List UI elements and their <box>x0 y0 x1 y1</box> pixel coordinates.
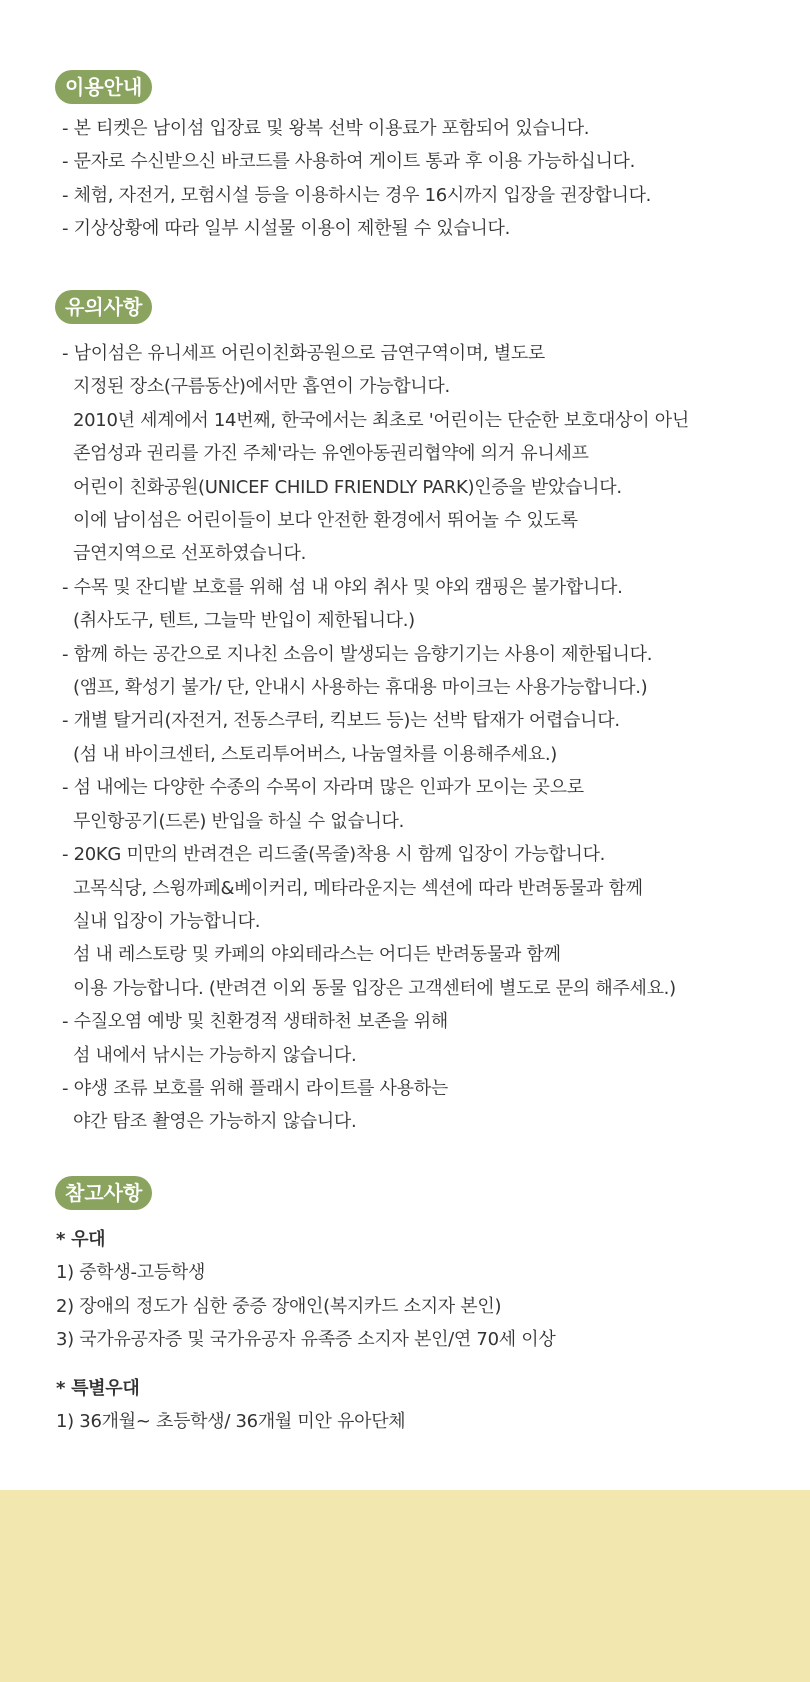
list-item: - 20KG 미만의 반려견은 리드줄(목줄)착용 시 함께 입장이 가능합니다. <box>62 844 606 866</box>
footer-band <box>0 1490 810 1682</box>
list-item: 야간 탐조 촬영은 가능하지 않습니다. <box>73 1111 357 1133</box>
list-item: 무인항공기(드론) 반입을 하실 수 없습니다. <box>73 810 405 832</box>
list-item: 고목식당, 스윙까페&베이커리, 메타라운지는 섹션에 따라 반려동물과 함께 <box>73 877 643 899</box>
list-item: - 수질오염 예방 및 친환경적 생태하천 보존을 위해 <box>62 1011 448 1033</box>
precautions-list <box>62 337 790 1139</box>
list-item: (섬 내 바이크센터, 스토리투어버스, 나눔열차를 이용해주세요.) <box>73 743 558 765</box>
section-title-notes: 참고사항 <box>55 1176 152 1210</box>
notes-list <box>56 1223 790 1438</box>
list-item: 1) 중학생-고등학생 <box>56 1262 206 1284</box>
list-item: 존엄성과 권리를 가진 주체'라는 유엔아동권리협약에 의거 유니세프 <box>73 443 589 465</box>
list-item: - 수목 및 잔디밭 보호를 위해 섬 내 야외 취사 및 야외 캠핑은 불가합니다. <box>62 576 623 598</box>
list-item: 2010년 세계에서 14번째, 한국에서는 최초로 '어린이는 단순한 보호대상이 아닌 <box>73 409 689 431</box>
list-item: 금연지역으로 선포하였습니다. <box>73 543 306 565</box>
list-item: - 함께 하는 공간으로 지나친 소음이 발생되는 음향기기는 사용이 제한됩니다. <box>62 643 653 665</box>
list-item: 이에 남이섬은 어린이들이 보다 안전한 환경에서 뛰어놀 수 있도록 <box>73 510 578 532</box>
list-item: - 기상상황에 따라 일부 시설물 이용이 제한될 수 있습니다. <box>62 218 511 240</box>
list-item: - 야생 조류 보호를 위해 플래시 라이트를 사용하는 <box>62 1077 448 1099</box>
list-item: 섬 내에서 낚시는 가능하지 않습니다. <box>73 1044 357 1066</box>
list-item: - 체험, 자전거, 모험시설 등을 이용하시는 경우 16시까지 입장을 권장합니다. <box>62 184 652 206</box>
section-title-usage-guide: 이용안내 <box>55 70 152 104</box>
group-heading: * 우대 <box>56 1229 106 1250</box>
usage-guide-list <box>62 112 790 246</box>
list-item: 2) 장애의 정도가 심한 중증 장애인(복지카드 소지자 본인) <box>56 1295 502 1317</box>
list-item: 실내 입장이 가능합니다. <box>73 910 261 932</box>
list-item: 어린이 친화공원(UNICEF CHILD FRIENDLY PARK)인증을 받았습니다. <box>73 476 622 498</box>
section-title-precautions: 유의사항 <box>55 290 152 324</box>
list-item: 3) 국가유공자증 및 국가유공자 유족증 소지자 본인/연 70세 이상 <box>56 1329 556 1351</box>
list-item: 지정된 장소(구름동산)에서만 흡연이 가능합니다. <box>73 376 450 398</box>
list-item: 섬 내 레스토랑 및 카페의 야외테라스는 어디든 반려동물과 함께 <box>73 944 561 966</box>
list-item: - 문자로 수신받으신 바코드를 사용하여 게이트 통과 후 이용 가능하십니다. <box>62 151 636 173</box>
list-item: (취사도구, 텐트, 그늘막 반입이 제한됩니다.) <box>73 610 415 632</box>
list-item: - 남이섬은 유니세프 어린이친화공원으로 금연구역이며, 별도로 <box>62 343 546 364</box>
list-item: 1) 36개월~ 초등학생/ 36개월 미안 유아단체 <box>56 1411 406 1433</box>
spacer <box>56 1357 790 1372</box>
list-item: 이용 가능합니다. (반려견 이외 동물 입장은 고객센터에 별도로 문의 해주세요.) <box>73 977 676 999</box>
list-item: (앰프, 확성기 불가/ 단, 안내시 사용하는 휴대용 마이크는 사용가능합니다.) <box>73 677 648 699</box>
list-item: - 개별 탈거리(자전거, 전동스쿠터, 킥보드 등)는 선박 탑재가 어렵습니다. <box>62 710 620 732</box>
group-heading: * 특별우대 <box>56 1377 140 1399</box>
list-item: - 섬 내에는 다양한 수종의 수목이 자라며 많은 인파가 모이는 곳으로 <box>62 777 584 799</box>
list-item: - 본 티켓은 남이섬 입장료 및 왕복 선박 이용료가 포함되어 있습니다. <box>62 118 590 139</box>
